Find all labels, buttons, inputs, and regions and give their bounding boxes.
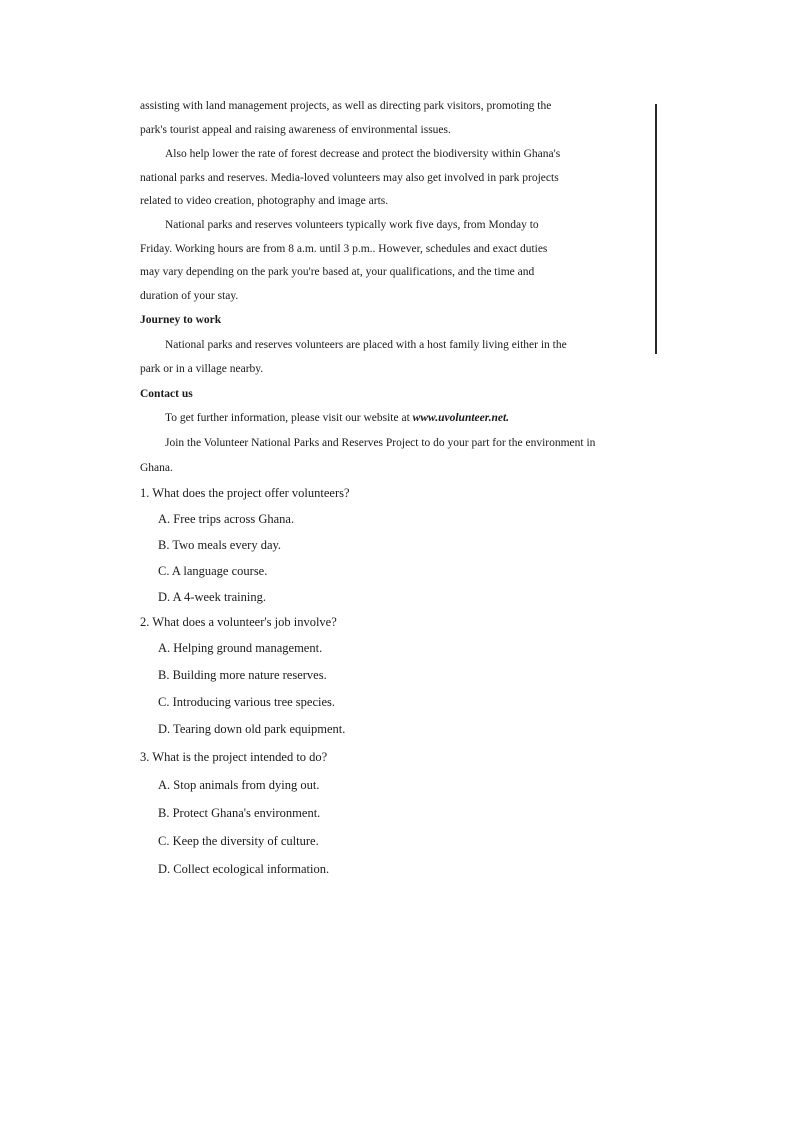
passage-line: National parks and reserves volunteers typically work five days, from Monday to bbox=[165, 219, 539, 231]
passage-line: Ghana. bbox=[140, 462, 173, 474]
answer-option[interactable]: A. Stop animals from dying out. bbox=[158, 778, 320, 792]
passage-line: assisting with land management projects, as well as directing park visitors, promoting the bbox=[140, 100, 552, 112]
section-heading: Journey to work bbox=[140, 314, 222, 326]
section-heading: Contact us bbox=[140, 388, 193, 400]
answer-option[interactable]: B. Protect Ghana's environment. bbox=[158, 806, 321, 820]
answer-option[interactable]: D. Collect ecological information. bbox=[158, 862, 330, 876]
passage-line: Join the Volunteer National Parks and Reserves Project to do your part for the environment in bbox=[165, 437, 596, 449]
question-stem: 1. What does the project offer volunteers? bbox=[140, 486, 350, 500]
question-stem: 3. What is the project intended to do? bbox=[140, 750, 328, 764]
passage-line: national parks and reserves. Media-loved volunteers may also get involved in park projects bbox=[140, 172, 559, 184]
passage-line: Also help lower the rate of forest decrease and protect the biodiversity within Ghana's bbox=[165, 148, 561, 160]
answer-option[interactable]: B. Building more nature reserves. bbox=[158, 668, 327, 682]
margin-rule bbox=[655, 104, 657, 354]
answer-option[interactable]: C. A language course. bbox=[158, 564, 268, 578]
contact-text: To get further information, please visit our website at bbox=[165, 412, 413, 424]
passage-line: National parks and reserves volunteers are placed with a host family living either in the bbox=[165, 339, 567, 351]
contact-line bbox=[165, 411, 509, 425]
answer-option[interactable]: D. Tearing down old park equipment. bbox=[158, 722, 346, 736]
answer-option[interactable]: A. Helping ground management. bbox=[158, 641, 323, 655]
passage-line: duration of your stay. bbox=[140, 290, 239, 302]
passage-line: park's tourist appeal and raising awareness of environmental issues. bbox=[140, 124, 451, 136]
passage-line: may vary depending on the park you're based at, your qualifications, and the time and bbox=[140, 266, 535, 278]
passage-line: park or in a village nearby. bbox=[140, 363, 264, 375]
website-link[interactable]: www.uvolunteer.net. bbox=[412, 412, 510, 424]
answer-option[interactable]: C. Keep the diversity of culture. bbox=[158, 834, 319, 848]
question-stem: 2. What does a volunteer's job involve? bbox=[140, 615, 337, 629]
answer-option[interactable]: D. A 4-week training. bbox=[158, 590, 266, 604]
answer-option[interactable]: B. Two meals every day. bbox=[158, 538, 282, 552]
answer-option[interactable]: C. Introducing various tree species. bbox=[158, 695, 336, 709]
passage-line: Friday. Working hours are from 8 a.m. until 3 p.m.. However, schedules and exact duties bbox=[140, 243, 548, 255]
passage-line: related to video creation, photography and image arts. bbox=[140, 195, 389, 207]
answer-option[interactable]: A. Free trips across Ghana. bbox=[158, 512, 295, 526]
